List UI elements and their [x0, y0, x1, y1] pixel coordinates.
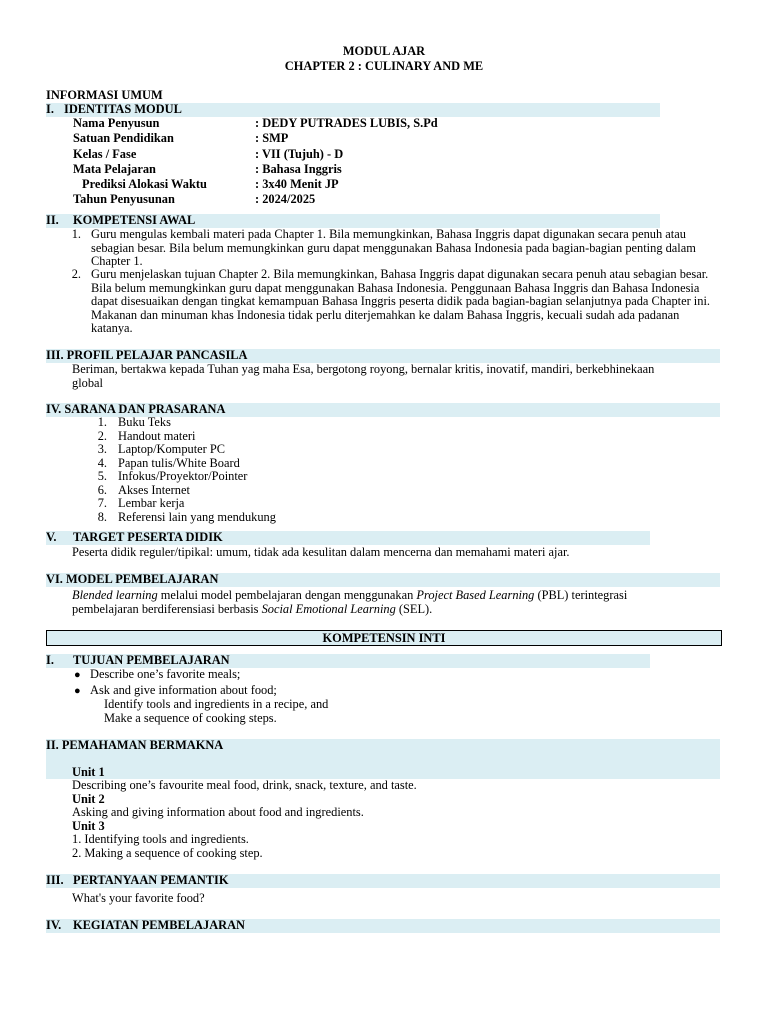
model-text: pembelajaran berdiferensiasi berbasis	[72, 602, 262, 616]
list-number: 1.	[97, 415, 107, 429]
section-number: III.	[46, 873, 64, 887]
identity-label: Satuan Pendidikan	[73, 131, 174, 145]
section-heading-model: VI. MODEL PEMBELAJARAN	[46, 572, 219, 586]
model-text: (PBL) terintegrasi	[534, 588, 628, 602]
profil-text: Beriman, bertakwa kepada Tuhan yag maha Esa, bergotong royong, bernalar kritis, inovatif, mandiri, berkebhinekaan global	[72, 362, 655, 390]
model-text: (SEL).	[395, 602, 433, 616]
section-heading-target: TARGET PESERTA DIDIK	[73, 530, 223, 544]
identity-label: Prediksi Alokasi Waktu	[82, 177, 207, 191]
model-line-2	[72, 603, 432, 617]
unit-text: Asking and giving information about food and ingredients.	[72, 805, 364, 819]
section-heading-kompetensi-awal: KOMPETENSI AWAL	[73, 213, 196, 227]
unit-label: Unit 1	[72, 765, 105, 779]
model-term: Project Based Learning	[416, 588, 535, 602]
identity-label: Nama Penyusun	[73, 116, 160, 130]
identity-value: : Bahasa Inggris	[255, 162, 342, 176]
list-item: Referensi lain yang mendukung	[118, 510, 276, 524]
list-item: Buku Teks	[118, 415, 171, 429]
pertanyaan-text: What's your favorite food?	[72, 891, 205, 905]
identity-value: : 3x40 Menit JP	[255, 177, 339, 191]
target-text: Peserta didik reguler/tipikal: umum, tidak ada kesulitan dalam mencerna dan memahami materi ajar.	[72, 545, 570, 559]
list-item-text: Guru mengulas kembali materi pada Chapter 1. Bila memungkinkan, Bahasa Inggris dapat digunakan secara penuh atau sebagian besar. Bila belum memungkinkan guru dapat menggunakan Bahasa Indonesia pada bagian-bagian penting dalam Chapter 1.	[91, 227, 696, 269]
section-heading-pemahaman: II. PEMAHAMAN BERMAKNA	[46, 738, 224, 752]
objective-subitem: Identify tools and ingredients in a recipe, and	[104, 697, 329, 711]
doc-title: MODUL AJAR	[342, 44, 426, 58]
section-number: I.	[46, 653, 54, 667]
section-heading-kegiatan: KEGIATAN PEMBELAJARAN	[73, 918, 245, 932]
section-heading-profil: III. PROFIL PELAJAR PANCASILA	[46, 348, 248, 362]
list-item: Papan tulis/White Board	[118, 456, 240, 470]
model-term: Social Emotional Learning	[261, 602, 396, 616]
section-number: V.	[46, 530, 57, 544]
section-number: I.	[46, 102, 54, 116]
list-item-text: Guru menjelaskan tujuan Chapter 2. Bila memungkinkan, Bahasa Inggris dapat digunakan secara penuh atau sebagian besar. Bila belum memungkinkan guru dapat menggunakan Bahasa Indonesia. Penggunaan Bahasa Inggris dan Bahasa Indonesia dapat disesuaikan dengan tingkat kemampuan Bahasa Inggris peserta didik pada bagian-bagian selanjutnya pada Chapter ini. Makanan dan minuman khas Indonesia tidak perlu diterjemahkan ke dalam Bahasa Inggris, kecuali sudah ada padanan katanya.	[91, 267, 710, 336]
list-number: 1.	[71, 227, 81, 241]
list-item: Infokus/Proyektor/Pointer	[118, 469, 248, 483]
identity-value: : DEDY PUTRADES LUBIS, S.Pd	[255, 116, 438, 130]
kompetensi-inti-header: KOMPETENSIN INTI	[46, 630, 722, 646]
list-item: Laptop/Komputer PC	[118, 442, 226, 456]
model-term: Blended learning	[72, 588, 158, 602]
list-number: 5.	[97, 469, 107, 483]
identity-label: Kelas / Fase	[73, 147, 137, 161]
unit-text: 1. Identifying tools and ingredients.	[72, 832, 249, 846]
list-item: Handout materi	[118, 429, 196, 443]
objective-item: Ask and give information about food;	[90, 683, 277, 697]
section-number: IV.	[46, 918, 62, 932]
section-heading-pertanyaan: PERTANYAAN PEMANTIK	[73, 873, 229, 887]
section-heading-identitas: IDENTITAS MODUL	[64, 102, 182, 116]
identity-value: : 2024/2025	[255, 192, 316, 206]
unit-text: 2. Making a sequence of cooking step.	[72, 846, 263, 860]
section-heading-tujuan: TUJUAN PEMBELAJARAN	[73, 653, 230, 667]
list-number: 2.	[71, 267, 81, 281]
section-heading-sarana: IV. SARANA DAN PRASARANA	[46, 402, 226, 416]
list-number: 8.	[97, 510, 107, 524]
objective-item: Describe one’s favorite meals;	[90, 667, 241, 681]
list-number: 2.	[97, 429, 107, 443]
identity-value: : SMP	[255, 131, 289, 145]
list-item: Akses Internet	[118, 483, 190, 497]
unit-label: Unit 2	[72, 792, 105, 806]
unit-label: Unit 3	[72, 819, 105, 833]
identity-label: Tahun Penyusunan	[73, 192, 175, 206]
list-number: 7.	[97, 496, 107, 510]
identity-value: : VII (Tujuh) - D	[255, 147, 344, 161]
list-number: 6.	[97, 483, 107, 497]
model-text: melalui model pembelajaran dengan menggunakan	[157, 588, 417, 602]
list-number: 3.	[97, 442, 107, 456]
section-number: II.	[46, 213, 59, 227]
identity-label: Mata Pelajaran	[73, 162, 156, 176]
model-line-1	[72, 589, 627, 603]
section-informasi-umum: INFORMASI UMUM	[46, 88, 163, 102]
list-number: 4.	[97, 456, 107, 470]
doc-subtitle: CHAPTER 2 : CULINARY AND ME	[284, 59, 484, 73]
bullet-icon: ●	[74, 669, 81, 681]
bullet-icon: ●	[74, 685, 81, 697]
objective-subitem: Make a sequence of cooking steps.	[104, 711, 277, 725]
unit-text: Describing one’s favourite meal food, drink, snack, texture, and taste.	[72, 778, 417, 792]
list-item: Lembar kerja	[118, 496, 185, 510]
